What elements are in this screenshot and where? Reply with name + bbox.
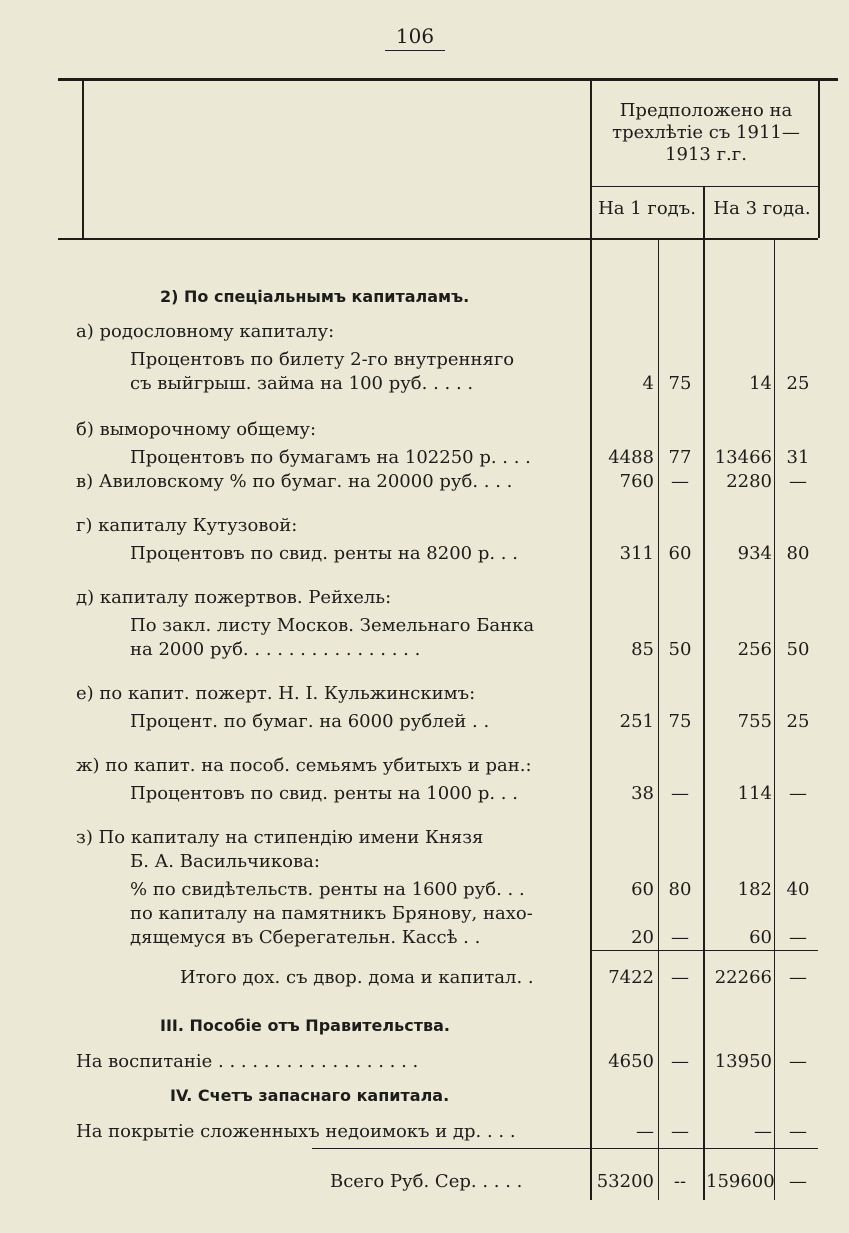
rubles-one-year: 4 xyxy=(642,373,654,394)
kopecks-one-year: 77 xyxy=(668,447,692,468)
table-row xyxy=(0,514,849,542)
row-label: Процентовъ по свид. ренты на 1000 р. . . xyxy=(130,783,518,804)
kopecks-three-years: — xyxy=(789,967,807,988)
rubles-three-years: 934 xyxy=(737,543,772,564)
rubles-three-years: 182 xyxy=(737,879,772,900)
row-label: Б. А. Васильчикова: xyxy=(130,851,320,872)
table-row xyxy=(0,470,849,498)
rubles-one-year: 311 xyxy=(619,543,654,564)
row-label: Всего Руб. Сер. . . . . xyxy=(330,1171,523,1192)
section-heading: 2) По спеціальнымъ капиталамъ. xyxy=(160,287,470,306)
kopecks-one-year: 75 xyxy=(668,711,692,732)
rubles-one-year: 251 xyxy=(619,711,654,732)
row-label: На покрытіе сложенныхъ недоимокъ и др. . . . xyxy=(76,1121,516,1142)
rubles-one-year: 85 xyxy=(631,639,654,660)
kopecks-three-years: — xyxy=(789,1121,807,1142)
table-row xyxy=(0,1050,849,1078)
row-label: дящемуся въ Сберегательн. Кассѣ . . xyxy=(130,927,481,948)
header-three-years: На 3 года. xyxy=(713,198,811,219)
top-rule xyxy=(58,78,838,81)
kopecks-three-years: 25 xyxy=(786,373,810,394)
kopecks-one-year: — xyxy=(671,967,689,988)
row-label: д) капиталу пожертвов. Рейхель: xyxy=(76,587,392,608)
kopecks-three-years: — xyxy=(789,927,807,948)
rubles-three-years: 159600 xyxy=(706,1171,775,1192)
rubles-one-year: 760 xyxy=(619,471,654,492)
rubles-three-years: 14 xyxy=(749,373,772,394)
kopecks-one-year: — xyxy=(671,927,689,948)
left-border xyxy=(82,80,84,238)
row-label: з) По капиталу на стипендію имени Князя xyxy=(76,827,484,848)
kopecks-one-year: 60 xyxy=(668,543,692,564)
rubles-one-year: 38 xyxy=(631,783,654,804)
table-row xyxy=(0,1014,849,1042)
table-row xyxy=(0,754,849,782)
row-label: а) родословному капиталу: xyxy=(76,321,335,342)
rubles-three-years: 22266 xyxy=(714,967,772,988)
kopecks-one-year: — xyxy=(671,783,689,804)
table-row xyxy=(0,542,849,570)
section-heading: III. Пособіе отъ Правительства. xyxy=(160,1016,450,1035)
table-row xyxy=(0,586,849,614)
kopecks-one-year: — xyxy=(671,1121,689,1142)
table-row xyxy=(0,1084,849,1112)
rubles-one-year: 60 xyxy=(631,879,654,900)
kopecks-one-year: 75 xyxy=(668,373,692,394)
row-label: съ выйгрыш. займа на 100 руб. . . . . xyxy=(130,373,474,394)
rubles-three-years: 60 xyxy=(749,927,772,948)
rubles-three-years: — xyxy=(754,1121,772,1142)
row-label: г) капиталу Кутузовой: xyxy=(76,515,298,536)
rubles-three-years: 2280 xyxy=(726,471,772,492)
header-one-year: На 1 годъ. xyxy=(598,198,696,219)
kopecks-one-year: -- xyxy=(673,1171,687,1192)
table-row xyxy=(0,418,849,446)
row-label: Процентовъ по билету 2-го внутренняго xyxy=(130,349,515,370)
rubles-one-year: 20 xyxy=(631,927,654,948)
row-label: в) Авиловскому % по бумаг. на 20000 руб. . . . xyxy=(76,471,513,492)
row-label: на 2000 руб. . . . . . . . . . . . . . . . xyxy=(130,639,421,660)
row-label: е) по капит. пожерт. Н. I. Кульжинскимъ: xyxy=(76,683,476,704)
kopecks-three-years: — xyxy=(789,1171,807,1192)
page-number: 106 xyxy=(385,24,445,51)
kopecks-one-year: 80 xyxy=(668,879,692,900)
rubles-three-years: 755 xyxy=(737,711,772,732)
section-heading: IV. Счетъ запаснаго капитала. xyxy=(170,1086,450,1105)
row-label: По закл. листу Москов. Земельнаго Банка xyxy=(130,615,535,636)
header-title: Предположено на трехлѣтіе съ 1911—1913 г.г. xyxy=(612,100,800,165)
row-label: На воспитаніе . . . . . . . . . . . . . . . . . . xyxy=(76,1051,419,1072)
table-row xyxy=(0,320,849,348)
table-row xyxy=(0,782,849,810)
row-label: б) выморочному общему: xyxy=(76,419,317,440)
table-row xyxy=(0,372,849,400)
kopecks-three-years: 31 xyxy=(786,447,810,468)
table-row xyxy=(0,638,849,666)
kopecks-three-years: 25 xyxy=(786,711,810,732)
kopecks-one-year: 50 xyxy=(668,639,692,660)
rubles-one-year: 4488 xyxy=(608,447,654,468)
kopecks-three-years: — xyxy=(789,1051,807,1072)
kopecks-three-years: 40 xyxy=(786,879,810,900)
table-row xyxy=(0,285,849,313)
kopecks-one-year: — xyxy=(671,1051,689,1072)
row-label: Итого дох. съ двор. дома и капитал. . xyxy=(180,967,534,988)
rubles-three-years: 256 xyxy=(737,639,772,660)
kopecks-three-years: 80 xyxy=(786,543,810,564)
table-row xyxy=(0,710,849,738)
rubles-one-year: 4650 xyxy=(608,1051,654,1072)
table-row xyxy=(0,966,849,994)
table-row xyxy=(0,1120,849,1148)
rubles-one-year: 7422 xyxy=(608,967,654,988)
header-sub-rule xyxy=(592,186,820,187)
table-row xyxy=(0,926,849,954)
kopecks-three-years: 50 xyxy=(786,639,810,660)
rubles-three-years: 114 xyxy=(737,783,772,804)
row-label: Процентовъ по свид. ренты на 8200 р. . . xyxy=(130,543,518,564)
row-label: Процент. по бумаг. на 6000 рублей . . xyxy=(130,711,490,732)
kopecks-one-year: — xyxy=(671,471,689,492)
rubles-three-years: 13466 xyxy=(714,447,772,468)
row-label: % по свидѣтельств. ренты на 1600 руб. . . xyxy=(130,879,525,900)
rubles-one-year: 53200 xyxy=(596,1171,654,1192)
kopecks-three-years: — xyxy=(789,471,807,492)
row-label: по капиталу на памятникъ Брянову, нахо- xyxy=(130,903,533,924)
table-row xyxy=(0,1170,849,1198)
table-row xyxy=(0,850,849,878)
rubles-one-year: — xyxy=(636,1121,654,1142)
kopecks-three-years: — xyxy=(789,783,807,804)
rubles-three-years: 13950 xyxy=(714,1051,772,1072)
grand-total-rule xyxy=(312,1148,818,1149)
table-row xyxy=(0,682,849,710)
row-label: Процентовъ по бумагамъ на 102250 р. . . . xyxy=(130,447,531,468)
row-label: ж) по капит. на пособ. семьямъ убитыхъ и ран.: xyxy=(76,755,532,776)
